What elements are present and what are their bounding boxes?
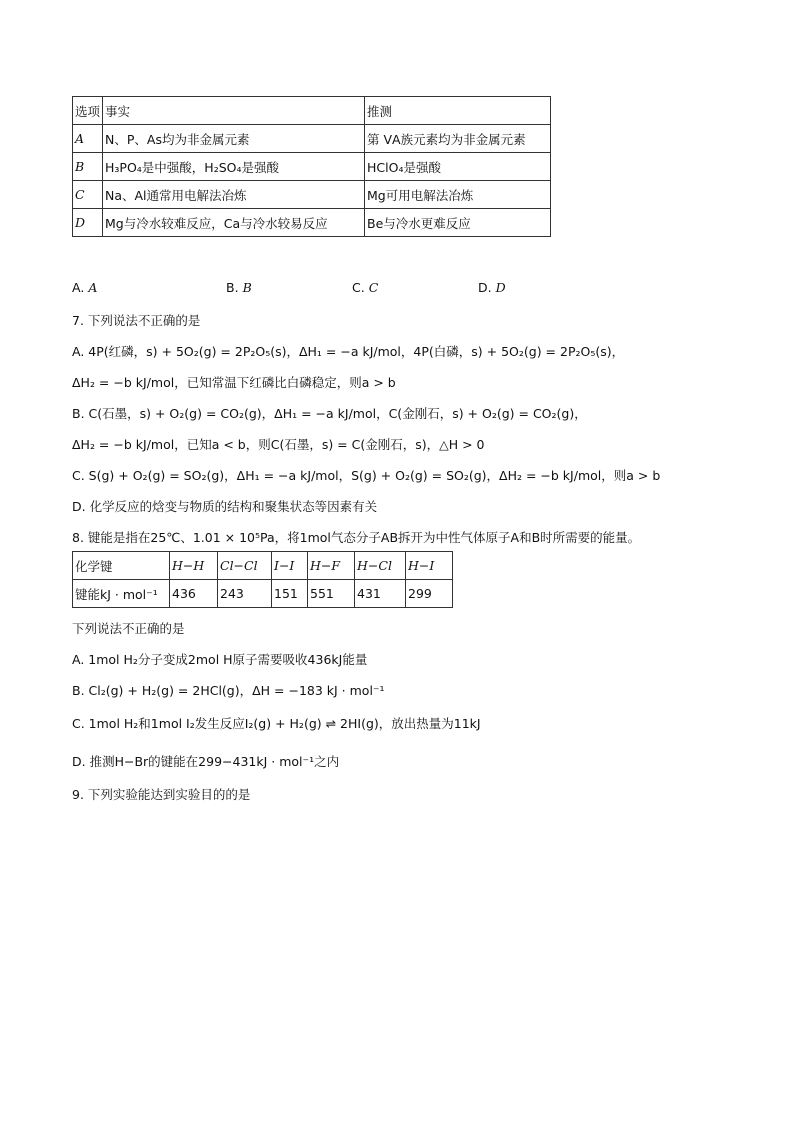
question-9-stem: 9. 下列实验能达到实验目的的是 bbox=[72, 787, 251, 802]
q7-option-a-line1: A. 4P(红磷，s) + 5O₂(g) = 2P₂O₅(s)，ΔH₁ = −a kJ/mol，4P(白磷，s) + 5O₂(g) = 2P₂O₅(s)， bbox=[72, 344, 625, 359]
table-cell: 299 bbox=[406, 580, 453, 608]
q8-option-d: D. 推测H−Br的键能在299−431kJ · mol⁻¹之内 bbox=[72, 754, 340, 769]
table-header-cell: 事实 bbox=[103, 97, 365, 125]
table-cell: 键能kJ · mol⁻¹ bbox=[73, 580, 170, 608]
table-row bbox=[73, 552, 453, 580]
table-cell-fact: H₃PO₄是中强酸，H₂SO₄是强酸 bbox=[103, 153, 365, 181]
table-cell-fact: Mg与冷水较难反应，Ca与冷水较易反应 bbox=[103, 209, 365, 237]
table-header-cell: Cl−Cl bbox=[218, 552, 272, 580]
table-header-cell: H−I bbox=[406, 552, 453, 580]
question-8-subprompt: 下列说法不正确的是 bbox=[72, 621, 185, 636]
q8-option-c: C. 1mol H₂和1mol I₂发生反应I₂(g) + H₂(g) ⇌ 2HI(g)，放出热量为11kJ bbox=[72, 716, 481, 731]
table-row bbox=[73, 153, 551, 181]
table-cell-inference: 第 ⅤA族元素均为非金属元素 bbox=[365, 125, 551, 153]
table-cell-option: D bbox=[73, 209, 103, 237]
q7-option-c: C. S(g) + O₂(g) = SO₂(g)，ΔH₁ = −a kJ/mol，S(g) + O₂(g) = SO₂(g)，ΔH₂ = −b kJ/mol，则a > b bbox=[72, 468, 661, 483]
table-header-cell: H−Cl bbox=[355, 552, 406, 580]
choice-letter: A. bbox=[72, 280, 85, 295]
table-header-cell: H−F bbox=[308, 552, 355, 580]
table-cell-fact: N、P、As均为非金属元素 bbox=[103, 125, 365, 153]
choice-b bbox=[226, 280, 252, 295]
choice-letter: D. bbox=[478, 280, 492, 295]
table-row bbox=[73, 125, 551, 153]
table-header-row bbox=[73, 97, 551, 125]
q8-option-a: A. 1mol H₂分子变成2mol H原子需要吸收436kJ能量 bbox=[72, 652, 368, 667]
table-cell-inference: HClO₄是强酸 bbox=[365, 153, 551, 181]
table-cell-inference: Be与冷水更难反应 bbox=[365, 209, 551, 237]
table-cell: 243 bbox=[218, 580, 272, 608]
choice-value: A bbox=[88, 280, 98, 295]
q7-option-d: D. 化学反应的焓变与物质的结构和聚集状态等因素有关 bbox=[72, 499, 378, 514]
table-header-cell: I−I bbox=[272, 552, 308, 580]
choice-value: C bbox=[368, 280, 379, 295]
table-cell-inference: Mg可用电解法冶炼 bbox=[365, 181, 551, 209]
choice-letter: B. bbox=[226, 280, 239, 295]
question-8-stem: 8. 键能是指在25℃、1.01 × 10⁵Pa，将1mol气态分子AB拆开为中性气体原子A和B时所需要的能量。 bbox=[72, 530, 641, 545]
q8-option-b: B. Cl₂(g) + H₂(g) = 2HCl(g)，ΔH = −183 kJ · mol⁻¹ bbox=[72, 683, 385, 698]
table-header-cell: 推测 bbox=[365, 97, 551, 125]
table-cell-option: C bbox=[73, 181, 103, 209]
table-cell-option: B bbox=[73, 153, 103, 181]
question-7-stem: 7. 下列说法不正确的是 bbox=[72, 313, 201, 328]
q7-option-a-line2: ΔH₂ = −b kJ/mol，已知常温下红磷比白磷稳定，则a > b bbox=[72, 375, 396, 390]
table-header-cell: H−H bbox=[170, 552, 218, 580]
table-cell: 436 bbox=[170, 580, 218, 608]
choice-d bbox=[478, 280, 506, 295]
choice-c bbox=[352, 280, 378, 295]
table-header-cell: 化学键 bbox=[73, 552, 170, 580]
choice-a bbox=[72, 280, 97, 295]
table-cell-fact: Na、Al通常用电解法冶炼 bbox=[103, 181, 365, 209]
table-cell: 151 bbox=[272, 580, 308, 608]
table-row bbox=[73, 209, 551, 237]
table-row bbox=[73, 580, 453, 608]
table-cell: 551 bbox=[308, 580, 355, 608]
bond-energy-table bbox=[72, 551, 453, 608]
choice-value: B bbox=[242, 280, 252, 295]
choice-value: D bbox=[495, 280, 506, 295]
table-row bbox=[73, 181, 551, 209]
table-cell: 431 bbox=[355, 580, 406, 608]
options-table bbox=[72, 96, 551, 237]
q7-option-b-line2: ΔH₂ = −b kJ/mol，已知a < b，则C(石墨，s) = C(金刚石，s)，△H > 0 bbox=[72, 437, 485, 452]
choice-letter: C. bbox=[352, 280, 365, 295]
table-cell-option: A bbox=[73, 125, 103, 153]
q7-option-b-line1: B. C(石墨，s) + O₂(g) = CO₂(g)，ΔH₁ = −a kJ/mol，C(金刚石，s) + O₂(g) = CO₂(g)， bbox=[72, 406, 587, 421]
table-header-cell: 选项 bbox=[73, 97, 103, 125]
